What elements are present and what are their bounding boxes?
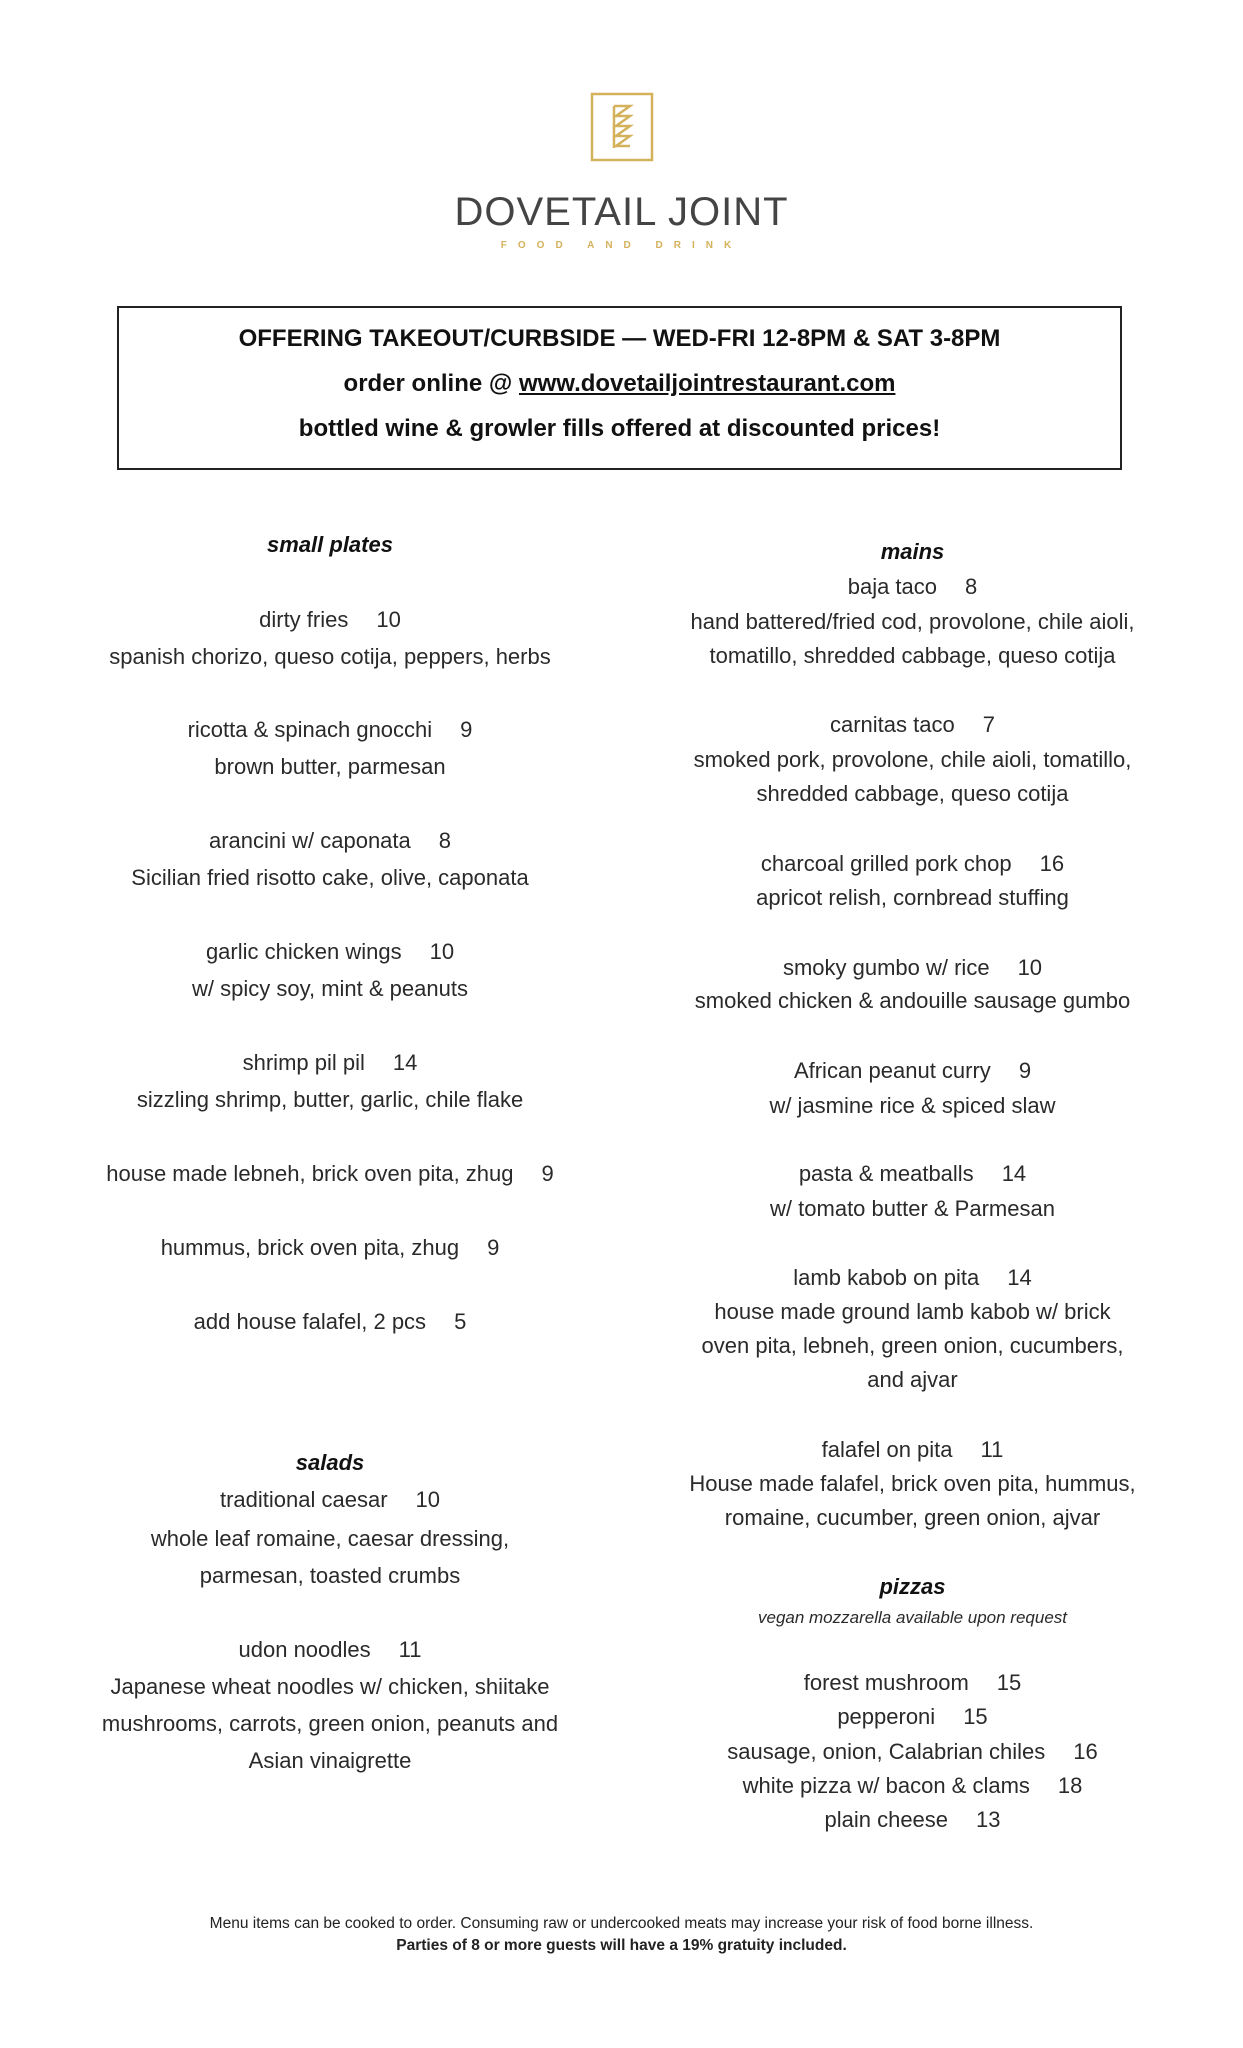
menu-item-name — [640, 1739, 1185, 1765]
item-name: falafel on pita — [821, 1437, 953, 1462]
item-price: 8 — [438, 828, 452, 853]
menu-item-desc: Asian vinaigrette — [248, 1748, 412, 1773]
notice-order-online — [119, 370, 1120, 398]
footer-gratuity: Parties of 8 or more guests will have a 19% gratuity included. — [396, 1937, 847, 1954]
item-name: pasta & meatballs — [798, 1161, 974, 1186]
item-name: plain cheese — [824, 1807, 949, 1832]
item-name: garlic chicken wings — [205, 939, 402, 964]
item-price: 15 — [996, 1670, 1022, 1695]
menu-item-desc: mushrooms, carrots, green onion, peanuts and — [101, 1711, 559, 1736]
item-price: 9 — [460, 717, 473, 742]
item-price: 14 — [1001, 1161, 1027, 1186]
item-price: 16 — [1039, 851, 1065, 876]
menu-item-desc: oven pita, lebneh, green onion, cucumbers, — [701, 1333, 1124, 1358]
item-price: 10 — [376, 607, 401, 632]
item-name: house made lebneh, brick oven pita, zhug — [106, 1161, 514, 1186]
menu-item-name — [640, 712, 1185, 738]
menu-item-name — [60, 1050, 600, 1076]
dovetail-logo-icon — [590, 92, 654, 162]
menu-item-name — [640, 1437, 1185, 1463]
menu-item-name — [60, 828, 600, 854]
menu-item-name — [60, 607, 600, 633]
menu-item-desc: shredded cabbage, queso cotija — [756, 781, 1069, 806]
menu-item-desc: house made ground lamb kabob w/ brick — [714, 1299, 1111, 1324]
item-name: carnitas taco — [830, 712, 955, 737]
notice-order-prefix: order online @ — [343, 370, 519, 397]
pizzas-note: vegan mozzarella available upon request — [757, 1608, 1068, 1627]
menu-item-desc: tomatillo, shredded cabbage, queso cotija — [709, 643, 1116, 668]
menu-item-desc: spanish chorizo, queso cotija, peppers, herbs — [109, 644, 551, 669]
item-name: white pizza w/ bacon & clams — [742, 1773, 1030, 1798]
menu-item-desc: parmesan, toasted crumbs — [199, 1563, 461, 1588]
menu-item-desc: w/ jasmine rice & spiced slaw — [769, 1093, 1056, 1118]
menu-item-name — [60, 717, 600, 743]
menu-item-name — [640, 574, 1185, 600]
mains-heading: mains — [880, 539, 945, 564]
item-name: forest mushroom — [803, 1670, 969, 1695]
menu-item-name — [640, 1704, 1185, 1730]
item-name: traditional caesar — [219, 1487, 388, 1512]
takeout-notice — [117, 306, 1122, 470]
item-price: 14 — [1007, 1265, 1032, 1290]
item-price: 11 — [980, 1437, 1004, 1462]
menu-item-desc: hand battered/fried cod, provolone, chile aioli, — [690, 609, 1135, 634]
item-name: dirty fries — [259, 607, 349, 632]
menu-item-desc: w/ tomato butter & Parmesan — [770, 1196, 1055, 1221]
menu-item-desc: whole leaf romaine, caesar dressing, — [150, 1526, 510, 1551]
item-price: 13 — [976, 1807, 1001, 1832]
item-name: shrimp pil pil — [242, 1050, 365, 1075]
item-price: 15 — [963, 1704, 988, 1729]
item-name: pepperoni — [837, 1704, 936, 1729]
logo — [0, 92, 1243, 167]
item-name: arancini w/ caponata — [208, 828, 411, 853]
notice-hours: OFFERING TAKEOUT/CURBSIDE — WED-FRI 12-8PM & SAT 3-8PM — [238, 325, 1001, 352]
pizzas-heading: pizzas — [879, 1574, 946, 1599]
item-name: udon noodles — [238, 1637, 371, 1662]
item-price: 14 — [392, 1050, 418, 1075]
website-link[interactable]: www.dovetailjointrestaurant.com — [518, 370, 896, 397]
menu-item-name — [640, 1773, 1185, 1799]
menu-item-name — [640, 955, 1185, 981]
menu-item-name — [640, 1265, 1185, 1291]
menu-item-name — [60, 1309, 600, 1335]
salads-heading: salads — [295, 1450, 365, 1475]
menu-item-name — [60, 1637, 600, 1663]
item-price: 10 — [1017, 955, 1043, 980]
item-name: hummus, brick oven pita, zhug — [160, 1235, 460, 1260]
item-price: 7 — [982, 712, 995, 737]
item-price: 11 — [398, 1637, 422, 1662]
menu-item-name — [640, 1807, 1185, 1833]
item-name: lamb kabob on pita — [793, 1265, 980, 1290]
item-name: add house falafel, 2 pcs — [193, 1309, 427, 1334]
item-price: 18 — [1057, 1773, 1083, 1798]
item-name: African peanut curry — [793, 1058, 991, 1083]
menu-item-desc: House made falafel, brick oven pita, hummus, — [689, 1471, 1136, 1496]
menu-item-name — [60, 1235, 600, 1261]
menu-item-desc: smoked chicken & andouille sausage gumbo — [694, 988, 1131, 1013]
menu-item-desc: and ajvar — [867, 1367, 958, 1392]
item-price: 9 — [1018, 1058, 1032, 1083]
item-price: 9 — [541, 1161, 554, 1186]
menu-item-desc: Sicilian fried risotto cake, olive, caponata — [131, 865, 529, 890]
item-price: 10 — [415, 1487, 441, 1512]
item-price: 5 — [454, 1309, 467, 1334]
item-price: 16 — [1073, 1739, 1098, 1764]
menu-item-desc: romaine, cucumber, green onion, ajvar — [724, 1505, 1101, 1530]
notice-wine: bottled wine & growler fills offered at discounted prices! — [298, 415, 941, 442]
item-name: baja taco — [847, 574, 938, 599]
menu-item-name — [640, 1058, 1185, 1084]
menu-item-desc: smoked pork, provolone, chile aioli, tomatillo, — [693, 747, 1132, 772]
menu-item-desc: sizzling shrimp, butter, garlic, chile flake — [136, 1087, 524, 1112]
menu-item-desc: w/ spicy soy, mint & peanuts — [192, 976, 468, 1001]
item-name: ricotta & spinach gnocchi — [187, 717, 433, 742]
brand-tagline: FOOD AND DRINK — [500, 240, 743, 251]
menu-item-name — [60, 939, 600, 965]
item-name: charcoal grilled pork chop — [760, 851, 1012, 876]
menu-item-desc: apricot relish, cornbread stuffing — [756, 885, 1069, 910]
menu-item-name — [60, 1161, 600, 1187]
menu-item-desc: Japanese wheat noodles w/ chicken, shiitake — [110, 1674, 550, 1699]
menu-item-name — [60, 1487, 600, 1513]
footer-disclaimer: Menu items can be cooked to order. Consuming raw or undercooked meats may increase your risk of food borne illness. — [209, 1915, 1034, 1932]
menu-item-name — [640, 1670, 1185, 1696]
menu-item-name — [640, 851, 1185, 877]
item-name: sausage, onion, Calabrian chiles — [727, 1739, 1046, 1764]
brand-name: DOVETAIL JOINT — [454, 190, 789, 234]
menu-item-desc: brown butter, parmesan — [214, 754, 446, 779]
item-price: 8 — [965, 574, 978, 599]
item-price: 9 — [487, 1235, 500, 1260]
small-plates-heading: small plates — [267, 532, 393, 557]
menu-item-name — [640, 1161, 1185, 1187]
item-price: 10 — [429, 939, 455, 964]
item-name: smoky gumbo w/ rice — [782, 955, 990, 980]
